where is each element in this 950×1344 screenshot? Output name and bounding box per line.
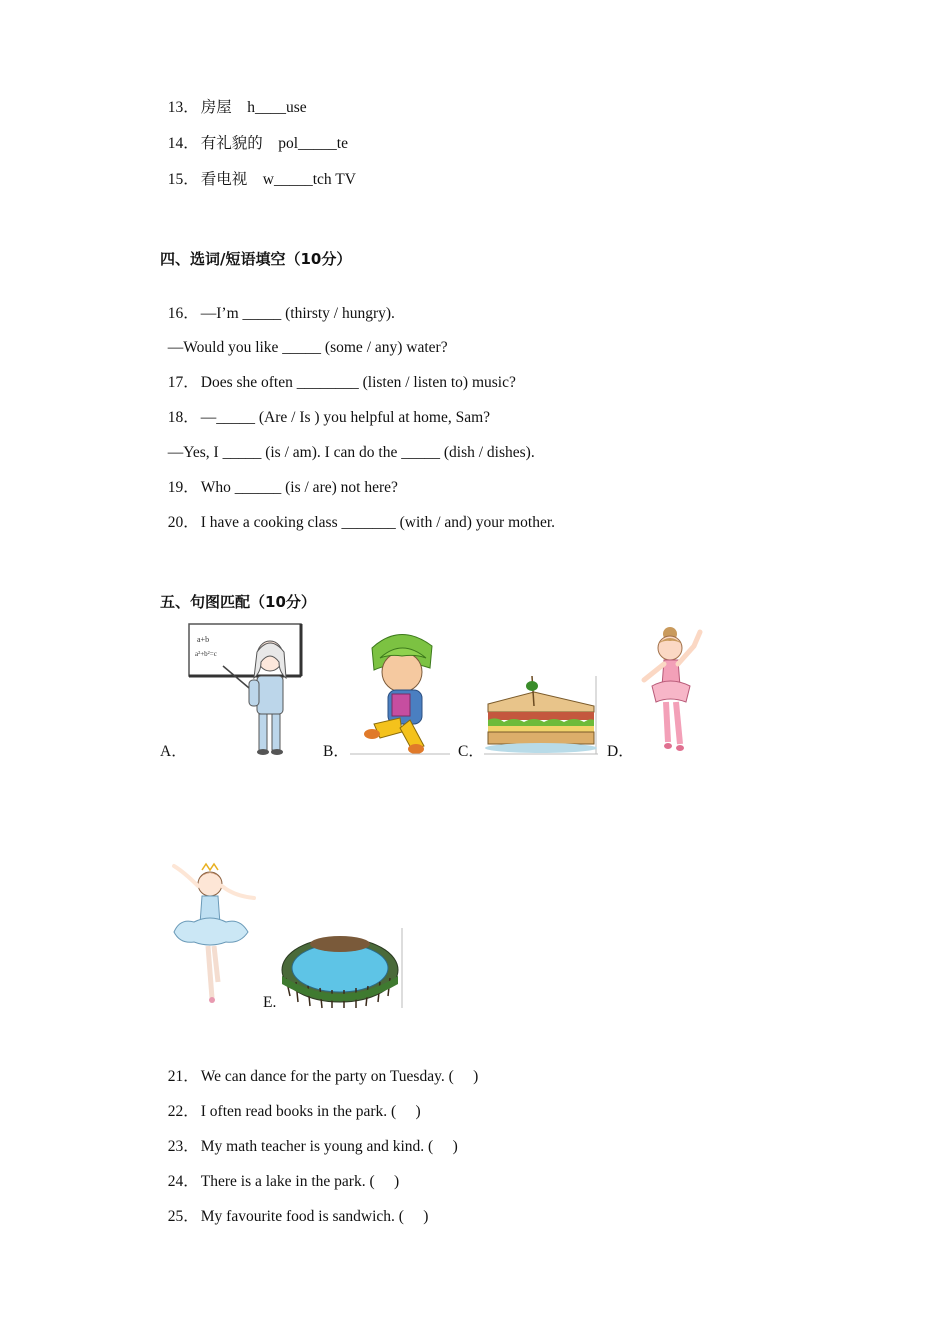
teacher-picture [187, 622, 305, 756]
question-text: —Yes, I _____ (is / am). I can do the _____ (dish / dishes). [167, 444, 535, 461]
option-letter-c: C． [458, 743, 484, 760]
question-text: 有礼貌的 pol_____te [200, 135, 348, 152]
boy-reading-picture [350, 628, 450, 756]
question-text: My favourite food is sandwich. ( ) [200, 1208, 429, 1225]
vocab-item-14 [160, 114, 348, 154]
question-text: 房屋 h____use [200, 99, 307, 116]
question-text: Does she often ________ (listen / listen to) music? [200, 374, 516, 391]
question-number: 20． [167, 514, 199, 531]
question-number: 13． [167, 99, 199, 116]
question-16-reply [160, 318, 448, 358]
question-number: 19． [167, 479, 199, 496]
question-number: 16． [167, 305, 199, 322]
question-24 [160, 1152, 399, 1192]
question-number: 15． [167, 171, 199, 188]
option-letter-d: D． [607, 743, 634, 760]
question-18-reply [160, 423, 535, 463]
question-18 [160, 388, 490, 428]
question-text: —_____ (Are / Is ) you helpful at home, Sam? [200, 409, 491, 426]
question-text: I often read books in the park. ( ) [200, 1103, 421, 1120]
question-text: —I’m _____ (thirsty / hungry). [200, 305, 395, 322]
svg-text:a+b: a+b [197, 635, 210, 644]
question-21 [160, 1047, 478, 1087]
section-4-heading: 四、选词/短语填空（10分） [160, 250, 352, 268]
question-22 [160, 1082, 421, 1122]
question-19 [160, 458, 398, 498]
question-text: Who ______ (is / are) not here? [200, 479, 398, 496]
vocab-item-13 [160, 78, 307, 118]
svg-text:a²+b²=c: a²+b²=c [195, 650, 217, 658]
question-number: 24． [167, 1173, 199, 1190]
question-number: 14． [167, 135, 199, 152]
question-number: 25． [167, 1208, 199, 1225]
question-text: My math teacher is young and kind. ( ) [200, 1138, 458, 1155]
question-text: I have a cooking class _______ (with / and) your mother. [200, 514, 556, 531]
question-text: There is a lake in the park. ( ) [200, 1173, 400, 1190]
sandwich-picture [484, 676, 598, 756]
question-number: 22． [167, 1103, 199, 1120]
question-20 [160, 493, 555, 533]
question-text: —Would you like _____ (some / any) water? [167, 339, 448, 356]
question-text: 看电视 w_____tch TV [200, 171, 356, 188]
question-number: 23． [167, 1138, 199, 1155]
question-number: 18． [167, 409, 199, 426]
option-letter-e: E. [263, 994, 277, 1011]
question-23 [160, 1117, 458, 1157]
lake-picture [280, 928, 404, 1010]
vocab-item-15 [160, 150, 356, 190]
section-5-heading: 五、句图匹配（10分） [160, 593, 316, 611]
option-letter-a: A． [160, 743, 187, 760]
question-number: 21． [167, 1068, 199, 1085]
question-text: We can dance for the party on Tuesday. ( ) [200, 1068, 479, 1085]
question-number: 17． [167, 374, 199, 391]
ballet-girl-picture [632, 624, 706, 752]
question-17 [160, 353, 516, 393]
ballerina-picture [160, 862, 258, 1004]
question-25 [160, 1187, 428, 1227]
option-letter-b: B． [323, 743, 349, 760]
